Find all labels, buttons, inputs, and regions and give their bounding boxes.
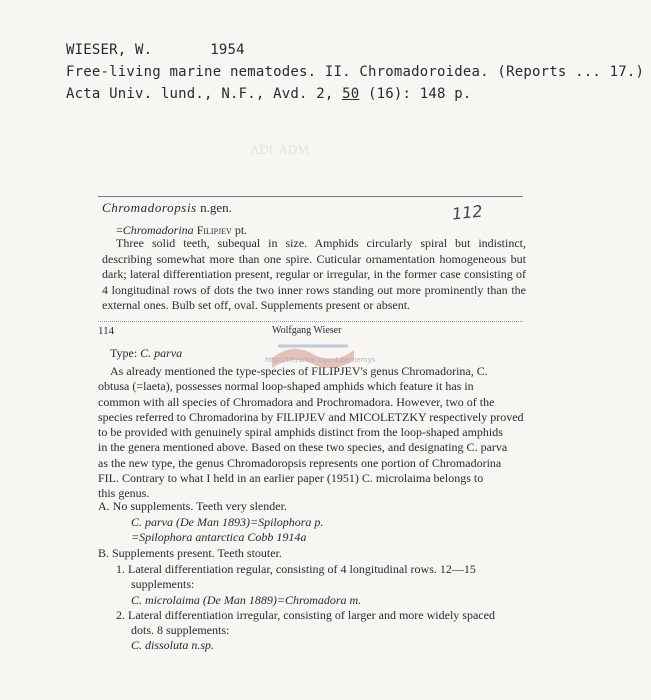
genus-name: Chromadoropsis (102, 200, 197, 215)
body-line: common with all species of Chromadora and Prochromadora. However, two of the (98, 394, 495, 409)
running-head: Wolfgang Wieser (272, 325, 342, 336)
watermark-url: http://intramar.ugent.be/nemys (265, 356, 376, 364)
page-number: 114 (98, 325, 115, 337)
genus-suffix: n.gen. (196, 200, 232, 215)
synonym-author: Filipjev (196, 223, 232, 237)
key-a-species: C. parva (De Man 1893)=Spilophora p. (131, 515, 324, 529)
diagnosis-text: Three solid teeth, subequal in size. Amphids circularly spiral but indistinct, describing somewhat more than one spire. Cuticular ornamentation homogeneous but dark; lateral differentiation present, regular or irregular, in the former case consisting of 4 longitudinal rows of dots the two inner rows standing out more prominently than the external ones. Bulb set off, oval. Supplements present or absent. (102, 236, 526, 312)
synonym-genus: Chromadorina (122, 223, 194, 237)
faint-bleed-mark: ᴬᴰᴵ ᴬᴰᴹ (250, 140, 310, 165)
key-b2-line: 2. Lateral differentiation irregular, consisting of larger and more widely spaced (116, 608, 495, 622)
key-b2-species: C. dissoluta n.sp. (131, 638, 215, 652)
card-title-line: Free-living marine nematodes. II. Chromadoroidea. (Reports ... 17.) (66, 64, 645, 80)
card-journal: Acta Univ. lund., N.F., Avd. 2, (66, 86, 343, 102)
card-pages: (16): 148 p. (359, 86, 472, 102)
card-author: WIESER, W. (66, 42, 153, 58)
key-b1-line: 1. Lateral differentiation regular, consisting of 4 longitudinal rows. 12—15 (116, 562, 476, 576)
key-b1-line: supplements: (131, 577, 195, 591)
key-a-heading: A. No supplements. Teeth very slender. (98, 499, 287, 513)
type-line: Type: C. parva (110, 346, 183, 360)
handwritten-page-number: 112 (451, 201, 484, 224)
body-line: FIL. Contrary to what I held in an earlier paper (1951) C. microlaima belongs to (98, 471, 484, 486)
card-volume: 50 (342, 86, 360, 102)
body-line: to be provided with genuinely spiral amphids distinct from the loop-shaped amphids (98, 425, 503, 440)
key-a-synonym: =Spilophora antarctica Cobb 1914a (131, 530, 307, 544)
key-b1-species: C. microlaima (De Man 1889)=Chromadora m. (131, 593, 362, 607)
key-b2-line: dots. 8 supplements: (131, 623, 230, 637)
body-line: obtusa (=laeta), possesses normal loop-shaped amphids which feature it has in (98, 379, 474, 394)
card-author-line (66, 42, 245, 58)
card-year: 1954 (210, 42, 245, 58)
clip-top-rule (98, 196, 523, 197)
body-line: in the genera mentioned above. Based on these two species, and designating C. parva (98, 440, 508, 455)
body-line: species referred to Chromadorina by FILIPJEV and MICOLETZKY respectively proved (98, 409, 524, 424)
type-species: C. parva (140, 346, 183, 360)
clip-bottom-rule (98, 321, 523, 322)
body-line: this genus. (98, 486, 150, 501)
key-b-heading: B. Supplements present. Teeth stouter. (98, 546, 282, 560)
card-journal-line (66, 86, 472, 102)
synonym-line: =Chromadorina Filipjev pt. (116, 223, 248, 237)
body-line: As already mentioned the type-species of FILIPJEV's genus Chromadorina, C. (110, 364, 488, 378)
body-line: as the new type, the genus Chromadoropsis represents one portion of Chromadorina (98, 455, 502, 470)
genus-heading (102, 200, 232, 216)
body-text (98, 364, 530, 502)
